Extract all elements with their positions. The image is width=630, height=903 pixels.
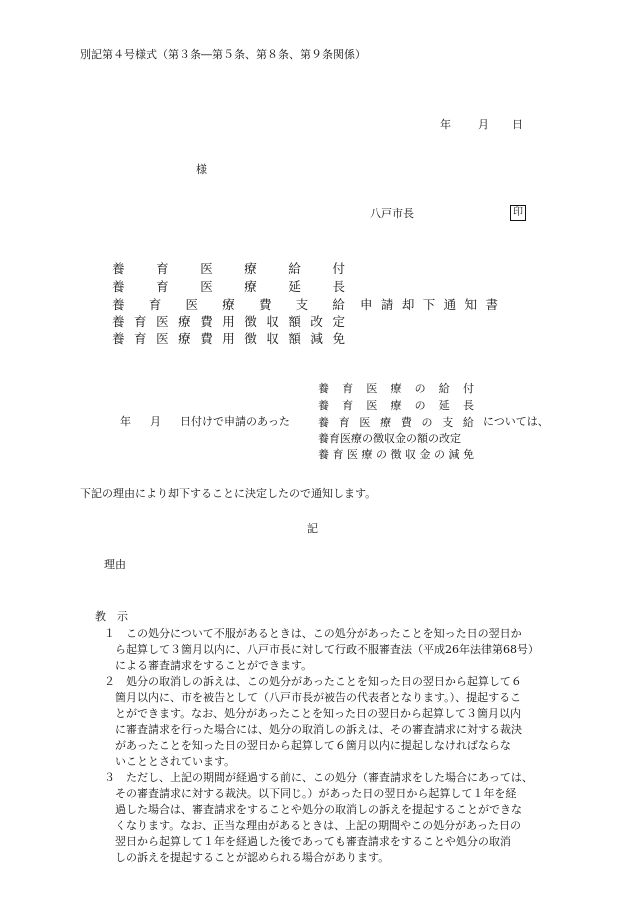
notice-item-1-line-2: ら起算して３箇月以内に、八戸市長に対して行政不服審査法（平成26年法律第68号） [115, 643, 539, 656]
notice-heading: 教 示 [95, 610, 128, 623]
notice-item-3-line-4: くなります。なお、正当な理由があるときは、上記の期間やこの処分があった日の [115, 819, 522, 832]
form-reference: 別記第４号様式（第３条―第５条、第８条、第９条関係） [80, 48, 366, 61]
notice-item-1-line-1: この処分について不服があるときは、この処分があったことを知った日の翌日か [126, 627, 522, 640]
body-middle-line-2: 養 育 医 療 の 延 長 [318, 399, 474, 412]
notice-item-3-line-1: ただし、上記の期間が経過する前に、この処分（審査請求をした場合にあっては、 [126, 771, 533, 784]
body-suffix-text: については、 [483, 415, 549, 428]
notice-item-3-number: ３ [104, 771, 115, 784]
body-prefix-year: 年 [120, 415, 131, 428]
date-year-label: 年 [440, 118, 451, 131]
title-line-5: 養 育 医 療 費 用 徴 収 額 減 免 [112, 331, 345, 346]
title-suffix: 申 請 却 下 通 知 書 [360, 297, 498, 312]
body-middle-line-4: 養育医療の徴収金の額の改定 [318, 432, 461, 445]
ki-marker: 記 [307, 522, 318, 535]
notice-item-2-line-5: があったことを知った日の翌日から起算して６箇月以内に提起しなければならな [115, 739, 511, 752]
body-middle-line-1: 養 育 医 療 の 給 付 [318, 382, 474, 395]
notice-item-3-line-2: その審査請求に対する裁決。以下同じ。）があった日の翌日から起算して１年を経 [115, 787, 517, 800]
body-prefix-text: 日付けで申請のあった [180, 415, 290, 428]
seal-mark: 印 [510, 205, 526, 221]
title-line-1: 養 育 医 療 給 付 [112, 261, 345, 276]
notice-item-2-line-6: いこととされています。 [115, 755, 236, 768]
notice-item-2-line-3: とができます。なお、処分があったことを知った日の翌日から起算して３箇月以内 [115, 707, 522, 720]
body-middle-line-3: 養 育 医 療 費 の 支 給 [318, 416, 474, 429]
title-line-3: 養 育 医 療 費 支 給 [112, 297, 345, 312]
date-day-label: 日 [512, 118, 523, 131]
decision-text: 下記の理由により却下することに決定したので通知します。 [80, 487, 377, 500]
notice-item-2-line-1: 処分の取消しの訴えは、この処分があったことを知った日の翌日から起算して６ [126, 675, 522, 688]
notice-item-3-line-5: 翌日から起算して１年を経過した後であっても審査請求をすることや処分の取消 [115, 835, 511, 848]
notice-item-2-number: ２ [104, 675, 115, 688]
reason-label: 理由 [104, 558, 126, 571]
body-prefix-month: 月 [150, 415, 161, 428]
notice-item-3-line-6: しの訴えを提起することが認められる場合があります。 [115, 851, 390, 864]
addressee-suffix: 様 [196, 163, 207, 176]
date-month-label: 月 [478, 118, 489, 131]
notice-item-3-line-3: 過した場合は、審査請求をすることや処分の取消しの訴えを提起することができな [115, 803, 522, 816]
notice-item-1-line-3: による審査請求をすることができます。 [115, 659, 313, 672]
notice-item-1-number: １ [104, 627, 115, 640]
notice-item-2-line-4: に審査請求を行った場合には、処分の取消しの訴えは、その審査請求に対する裁決 [115, 723, 522, 736]
title-line-4: 養 育 医 療 費 用 徴 収 額 改 定 [112, 314, 345, 329]
title-line-2: 養 育 医 療 延 長 [112, 279, 345, 294]
notice-item-2-line-2: 箇月以内に、市を被告として（八戸市長が被告の代表者となります。）、提起するこ [115, 691, 522, 704]
issuer-name: 八戸市長 [370, 207, 414, 220]
body-middle-line-5: 養 育 医 療 の 徴 収 金 の 減 免 [318, 448, 474, 461]
